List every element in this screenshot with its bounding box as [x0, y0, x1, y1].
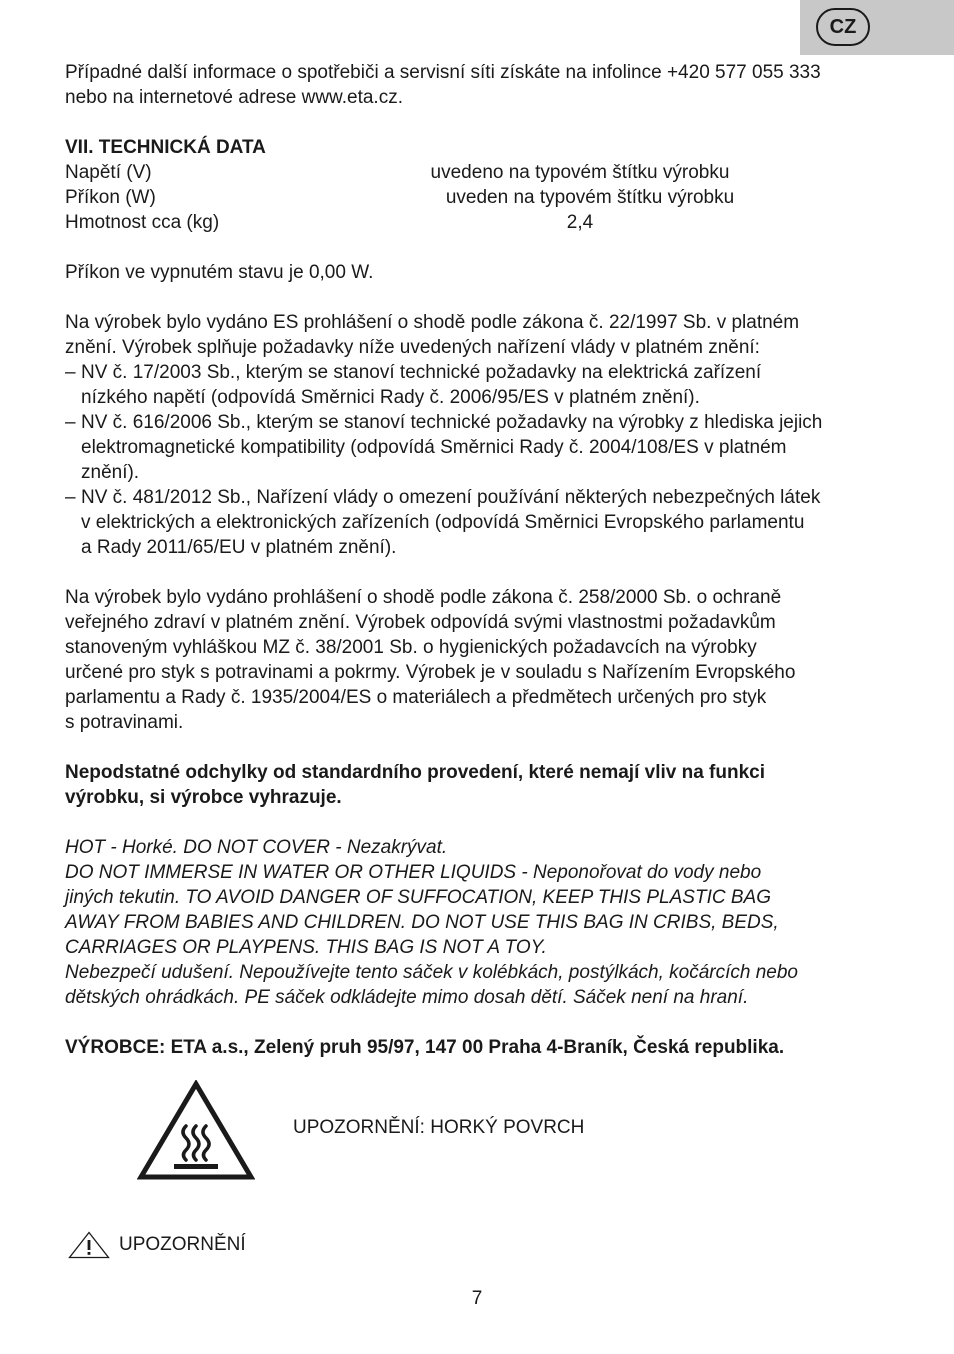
manufacturer: VÝROBCE: ETA a.s., Zelený pruh 95/97, 147 00 Praha 4-Braník, Česká republika.: [65, 1037, 785, 1058]
warning-label: UPOZORNĚNÍ: [119, 1234, 246, 1255]
regulation-line: nízkého napětí (odpovídá Směrnici Rady č. 2006/95/ES v platném znění).: [81, 387, 700, 408]
regulation-line: znění).: [81, 462, 140, 483]
food-line: stanoveným vyhláškou MZ č. 38/2001 Sb. o hygienických požadavcích na výrobky: [65, 637, 757, 658]
food-line: s potravinami.: [65, 712, 184, 733]
spec-row-weight: [65, 210, 895, 235]
intro-line: nebo na internetové adrese www.eta.cz.: [65, 87, 403, 108]
regulation-item: [65, 360, 895, 410]
food-line: parlamentu a Rady č. 1935/2004/ES o materiálech a předmětech určených pro styk: [65, 687, 767, 708]
exclamation-triangle-icon: [68, 1231, 110, 1259]
regulation-line: NV č. 17/2003 Sb., kterým se stanoví technické požadavky na elektrická zařízení: [81, 362, 762, 383]
intro-line: Případné další informace o spotřebiči a servisní síti získáte na infolince +420 577 055 333: [65, 62, 821, 83]
spec-row-voltage: [65, 160, 895, 185]
spec-row-power: [65, 185, 895, 210]
hot-surface-warning-icon: [137, 1080, 255, 1180]
language-tab: [800, 0, 954, 55]
page-content: [65, 60, 895, 1060]
food-line: určené pro styk s potravinami a pokrmy. Výrobek je v souladu s Nařízením Evropského: [65, 662, 796, 683]
regulation-line: NV č. 616/2006 Sb., kterým se stanoví technické požadavky na výrobky z hlediska jejich: [81, 412, 823, 433]
language-badge: CZ: [816, 8, 870, 46]
dash-mark: –: [65, 412, 76, 433]
spec-label: Napětí (V): [65, 162, 152, 183]
warning-line: HOT - Horké. DO NOT COVER - Nezakrývat.: [65, 837, 448, 858]
spec-label: Hmotnost cca (kg): [65, 212, 220, 233]
dash-mark: –: [65, 487, 76, 508]
food-line: veřejného zdraví v platném znění. Výrobek odpovídá svými vlastnostmi požadavkům: [65, 612, 776, 633]
deviation-note: výrobku, si výrobce vyhrazuje.: [65, 787, 342, 808]
warning-line: CARRIAGES OR PLAYPENS. THIS BAG IS NOT A TOY.: [65, 937, 547, 958]
es-line: Na výrobek bylo vydáno ES prohlášení o shodě podle zákona č. 22/1997 Sb. v platném: [65, 312, 800, 333]
regulation-line: v elektrických a elektronických zařízeních (odpovídá Směrnici Evropského parlamentu: [81, 512, 805, 533]
regulation-line: NV č. 481/2012 Sb., Nařízení vlády o omezení používání některých nebezpečných látek: [81, 487, 821, 508]
warning-line: AWAY FROM BABIES AND CHILDREN. DO NOT USE THIS BAG IN CRIBS, BEDS,: [65, 912, 779, 933]
tech-heading: VII. TECHNICKÁ DATA: [65, 137, 266, 158]
warning-line: jiných tekutin. TO AVOID DANGER OF SUFFOCATION, KEEP THIS PLASTIC BAG: [65, 887, 771, 908]
spec-value: uveden na typovém štítku výrobku: [445, 187, 735, 208]
warning-line: Nebezpečí udušení. Nepoužívejte tento sáček v kolébkách, postýlkách, kočárcích nebo: [65, 962, 798, 983]
deviation-note: Nepodstatné odchylky od standardního provedení, které nemají vliv na funkci: [65, 762, 765, 783]
warning-line: DO NOT IMMERSE IN WATER OR OTHER LIQUIDS - Neponořovat do vody nebo: [65, 862, 762, 883]
es-line: znění. Výrobek splňuje požadavky níže uvedených nařízení vlády v platném znění:: [65, 337, 760, 358]
hot-surface-label: UPOZORNĚNÍ: HORKÝ POVRCH: [293, 1117, 585, 1138]
food-line: Na výrobek bylo vydáno prohlášení o shodě podle zákona č. 258/2000 Sb. o ochraně: [65, 587, 782, 608]
dash-mark: –: [65, 362, 76, 383]
page-number: 7: [471, 1288, 483, 1309]
regulation-line: a Rady 2011/65/EU v platném znění).: [81, 537, 397, 558]
spec-label: Příkon (W): [65, 187, 156, 208]
regulation-line: elektromagnetické kompatibility (odpovídá Směrnici Rady č. 2004/108/ES v platném: [81, 437, 787, 458]
standby-power: Příkon ve vypnutém stavu je 0,00 W.: [65, 262, 374, 283]
warning-line: dětských ohrádkách. PE sáček odkládejte mimo dosah dětí. Sáček není na hraní.: [65, 987, 749, 1008]
regulation-item: [65, 410, 895, 485]
spec-value: 2,4: [566, 212, 594, 233]
regulation-item: [65, 485, 895, 560]
spec-value: uvedeno na typovém štítku výrobku: [430, 162, 730, 183]
